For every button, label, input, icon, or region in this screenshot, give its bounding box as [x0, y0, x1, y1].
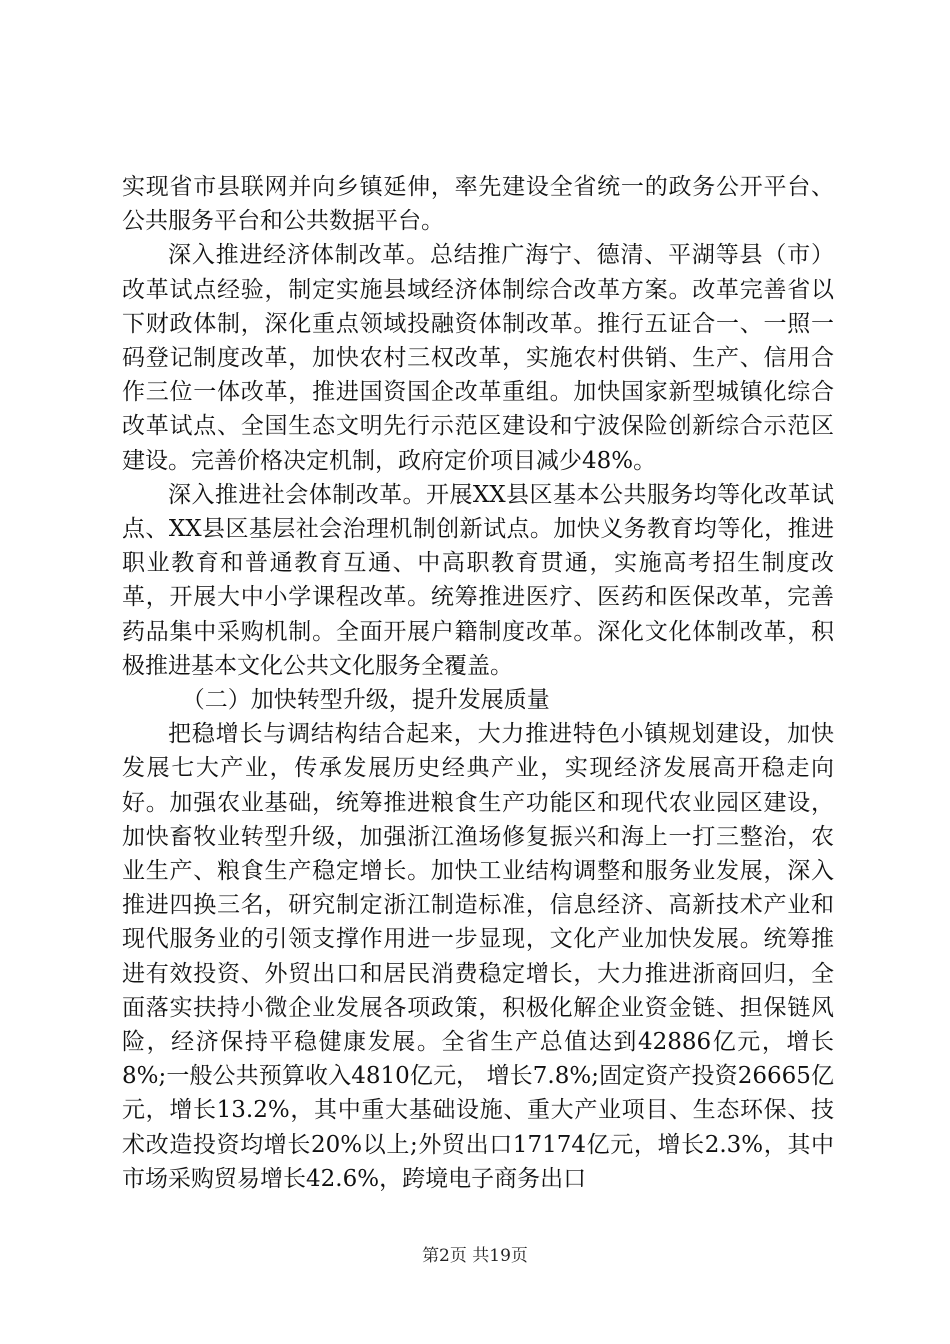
document-body: [122, 170, 834, 1196]
paragraph-continuation: 实现省市县联网并向乡镇延伸，率先建设全省统一的政务公开平台、公共服务平台和公共数据平台。: [122, 174, 834, 235]
paragraph-social-reform: 深入推进社会体制改革。开展XX县区基本公共服务均等化改革试点、XX县区基层社会治理机制创新试点。加快义务教育均等化，推进职业教育和普通教育互通、中高职教育贯通，实施高考招生制度改革，开展大中小学课程改革。统筹推进医疗、医药和医保改革，完善药品集中采购机制。全面开展户籍制度改革。深化文化体制改革，积极推进基本文化公共文化服务全覆盖。: [122, 481, 834, 679]
page-number-footer: 第2页 共19页: [422, 1246, 528, 1266]
section-heading: （二）加快转型升级，提升发展质量: [181, 687, 550, 714]
paragraph-transformation: 把稳增长与调结构结合起来，大力推进特色小镇规划建设，加快发展七大产业，传承发展历史经典产业，实现经济发展高开稳走向好。加强农业基础，统筹推进粮食生产功能区和现代农业园区建设，加快畜牧业转型升级，加强浙江渔场修复振兴和海上一打三整治，农业生产、粮食生产稳定增长。加快工业结构调整和服务业发展，深入推进四换三名，研究制定浙江制造标准，信息经济、高新技术产业和现代服务业的引领支撑作用进一步显现，文化产业加快发展。统筹推进有效投资、外贸出口和居民消费稳定增长，大力推进浙商回归，全面落实扶持小微企业发展各项政策，积极化解企业资金链、担保链风险，经济保持平稳健康发展。全省生产总值达到42886亿元，增长8%;一般公共预算收入4810亿元， 增长7.8%;固定资产投资26665亿元，增长13.2%，其中重大基础设施、重大产业项目、生态环保、技术改造投资均增长20%以上;外贸出口17174亿元，增长2.3%，其中市场采购贸易增长42.6%，跨境电子商务出口: [122, 721, 834, 1192]
paragraph-economic-reform: 深入推进经济体制改革。总结推广海宁、德清、平湖等县（市）改革试点经验，制定实施县域经济体制综合改革方案。改革完善省以下财政体制，深化重点领域投融资体制改革。推行五证合一、一照一码登记制度改革，加快农村三权改革，实施农村供销、生产、信用合作三位一体改革，推进国资国企改革重组。加快国家新型城镇化综合改革试点、全国生态文明先行示范区建设和宁波保险创新综合示范区建设。完善价格决定机制，政府定价项目减少48%。: [122, 242, 834, 474]
